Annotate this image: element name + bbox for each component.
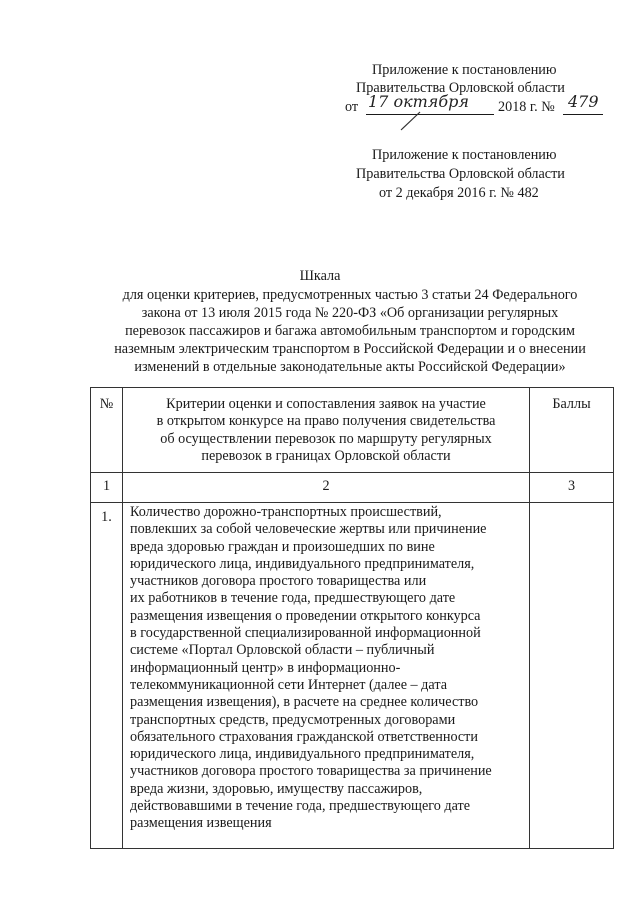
criteria-line: информационный центр» в информационно- — [130, 659, 401, 676]
numbering-row — [91, 473, 614, 503]
criteria-line: участников договора простого товарищества или — [130, 573, 427, 590]
title-line-1: для оценки критериев, предусмотренных частью 3 статьи 24 Федерального — [122, 287, 578, 303]
appendix2-line3: от 2 декабря 2016 г. № 482 — [379, 185, 539, 201]
numbering-cell-1: 1 — [91, 473, 123, 503]
criteria-line: Количество дорожно-транспортных происшествий, — [130, 504, 442, 520]
row-criteria-text — [123, 503, 530, 849]
criteria-line: транспортных средств, предусмотренных договорами — [130, 711, 456, 728]
appendix2-line2: Правительства Орловской области — [356, 166, 565, 182]
criteria-line: действовавшими в течение года, предшествующего дате — [130, 798, 471, 815]
criteria-line: размещения извещения), в расчете на среднее количество — [130, 694, 479, 711]
header-points: Баллы — [530, 388, 614, 473]
header-number: № — [91, 388, 123, 473]
criteria-line: размещения извещения — [130, 815, 272, 832]
title-line-2: закона от 13 июля 2015 года № 220-ФЗ «Об организации регулярных — [141, 305, 559, 321]
header-criteria-line: Критерии оценки и сопоставления заявок на участие — [166, 396, 486, 412]
appendix2-line1: Приложение к постановлению — [372, 147, 557, 163]
title-line-5: изменений в отдельные законодательные акты Российской Федерации» — [134, 359, 566, 375]
scale-heading: Шкала — [299, 268, 341, 284]
appendix1-line2: Правительства Орловской области — [356, 80, 565, 96]
criteria-line: телекоммуникационной сети Интернет (далее – дата — [130, 676, 447, 693]
criteria-line: в государственной специализированной информационной — [130, 625, 481, 642]
row-points — [530, 503, 614, 849]
number-underline — [563, 114, 603, 115]
criteria-line: вреда здоровью граждан и произошедших по вине — [130, 538, 435, 555]
header-criteria-line: перевозок в границах Орловской области — [201, 447, 451, 464]
appendix1-prefix: от — [345, 99, 359, 115]
criteria-line: их работников в течение года, предшествующего дате — [130, 590, 456, 607]
numbering-cell-2: 2 — [123, 473, 530, 503]
table-header-row — [91, 388, 614, 473]
criteria-line: вреда жизни, здоровью, имуществу пассажиров, — [130, 780, 423, 797]
criteria-line: юридического лица, индивидуального предпринимателя, — [130, 555, 475, 572]
handwritten-date: 17 октября — [368, 92, 469, 111]
numbering-cell-3: 3 — [530, 473, 614, 503]
appendix1-line1: Приложение к постановлению — [372, 62, 557, 78]
title-line-4: наземным электрическим транспортом в Российской Федерации и о внесении — [114, 341, 586, 357]
criteria-line: системе «Портал Орловской области – публичный — [130, 642, 435, 659]
handwritten-number: 479 — [568, 92, 599, 111]
criteria-line: юридического лица, индивидуального предпринимателя, — [130, 746, 475, 763]
criteria-line: размещения извещения о проведении открытого конкурса — [130, 607, 481, 624]
appendix1-year: 2018 г. № — [498, 99, 555, 115]
criteria-line: обязательного страхования гражданской ответственности — [130, 728, 478, 745]
signature-mark — [395, 110, 425, 134]
header-criteria — [123, 388, 530, 473]
table-row — [91, 503, 614, 849]
criteria-line: участников договора простого товарищества за причинение — [130, 763, 492, 780]
criteria-table — [90, 387, 614, 849]
header-criteria-line: в открытом конкурсе на право получения свидетельства — [156, 413, 496, 430]
title-line-3: перевозок пассажиров и багажа автомобильным транспортом и городским — [125, 323, 575, 339]
criteria-line: повлекших за собой человеческие жертвы или причинение — [130, 521, 487, 538]
date-underline — [366, 114, 494, 115]
row-number: 1. — [91, 503, 123, 849]
header-criteria-line: об осуществлении перевозок по маршруту регулярных — [160, 430, 492, 447]
